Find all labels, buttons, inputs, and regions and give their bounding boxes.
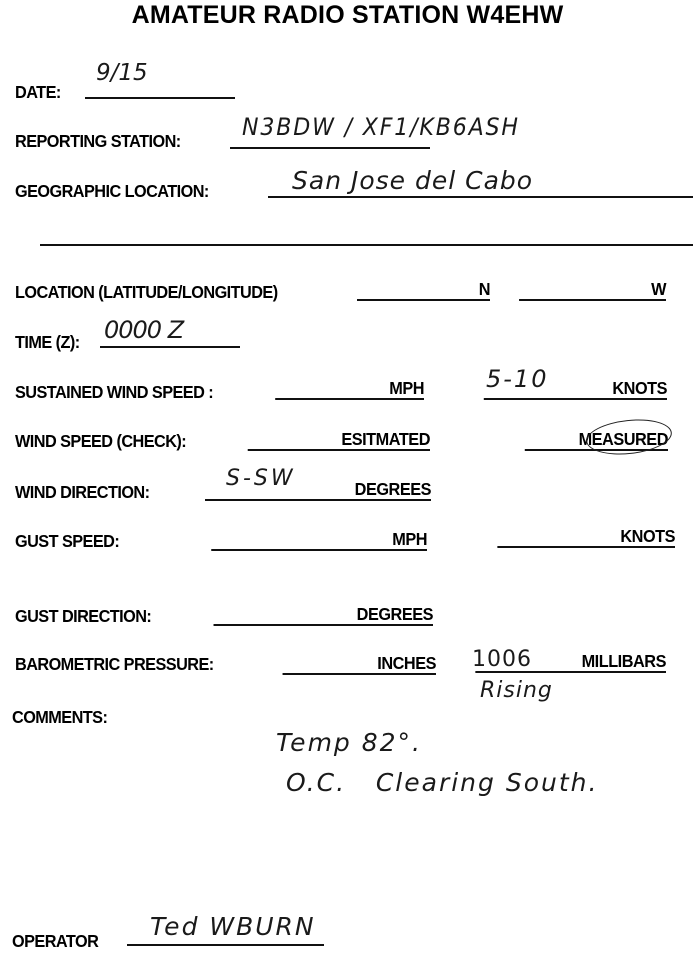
geographic-location-line-2	[40, 244, 693, 246]
sustained-wind-value: 5-10	[486, 365, 549, 393]
pressure-value: 1006	[472, 647, 532, 672]
geographic-location-value: San Jose del Cabo	[292, 166, 534, 195]
pressure-millibars-field: MILLIBARS	[475, 651, 666, 673]
longitude-field: W	[519, 279, 666, 301]
geographic-location-label: GEOGRAPHIC LOCATION:	[15, 181, 209, 201]
time-line	[100, 346, 240, 348]
form-title: AMATEUR RADIO STATION W4EHW	[131, 1, 564, 29]
operator-value: Ted WBURN	[150, 912, 316, 941]
pressure-label: BAROMETRIC PRESSURE:	[15, 654, 214, 674]
comments-label: COMMENTS:	[12, 707, 108, 727]
reporting-station-line	[230, 147, 430, 149]
time-value: 0000 Z	[104, 316, 184, 344]
time-label: TIME (Z):	[15, 332, 80, 352]
date-label: DATE:	[15, 82, 61, 102]
geographic-location-line	[268, 196, 693, 198]
wind-check-measured: MEASURED	[525, 429, 668, 451]
latitude-field: N	[357, 279, 490, 301]
gust-direction-degrees-field: DEGREES	[214, 604, 433, 626]
comments-line-2: O.C. Clearing South.	[286, 768, 599, 797]
operator-line	[127, 944, 324, 946]
wind-check-label: WIND SPEED (CHECK):	[15, 431, 187, 451]
wind-direction-value: S-SW	[226, 466, 296, 491]
date-line	[85, 97, 235, 99]
lat-long-label: LOCATION (LATITUDE/LONGITUDE)	[15, 282, 278, 302]
gust-speed-mph-field: MPH	[211, 529, 427, 551]
gust-direction-label: GUST DIRECTION:	[15, 606, 152, 626]
sustained-wind-label: SUSTAINED WIND SPEED :	[15, 382, 214, 402]
operator-label: OPERATOR	[12, 931, 99, 951]
comments-line-1: Temp 82°.	[276, 728, 422, 757]
sustained-wind-mph-field: MPH	[275, 378, 424, 400]
reporting-station-value: N3BDW / XF1/KB6ASH	[242, 113, 520, 141]
reporting-station-label: REPORTING STATION:	[15, 131, 181, 151]
gust-speed-label: GUST SPEED:	[15, 531, 120, 551]
date-value: 9/15	[96, 60, 148, 86]
wind-check-estimated: ESITMATED	[248, 429, 430, 451]
wind-direction-label: WIND DIRECTION:	[15, 482, 150, 502]
pressure-inches-field: INCHES	[283, 653, 436, 675]
measured-circle-mark	[584, 416, 673, 459]
gust-speed-knots-field: KNOTS	[497, 526, 675, 548]
pressure-trend: Rising	[480, 678, 553, 703]
wind-direction-degrees-field: DEGREES	[205, 479, 431, 501]
sustained-wind-knots-field: KNOTS	[484, 378, 667, 400]
